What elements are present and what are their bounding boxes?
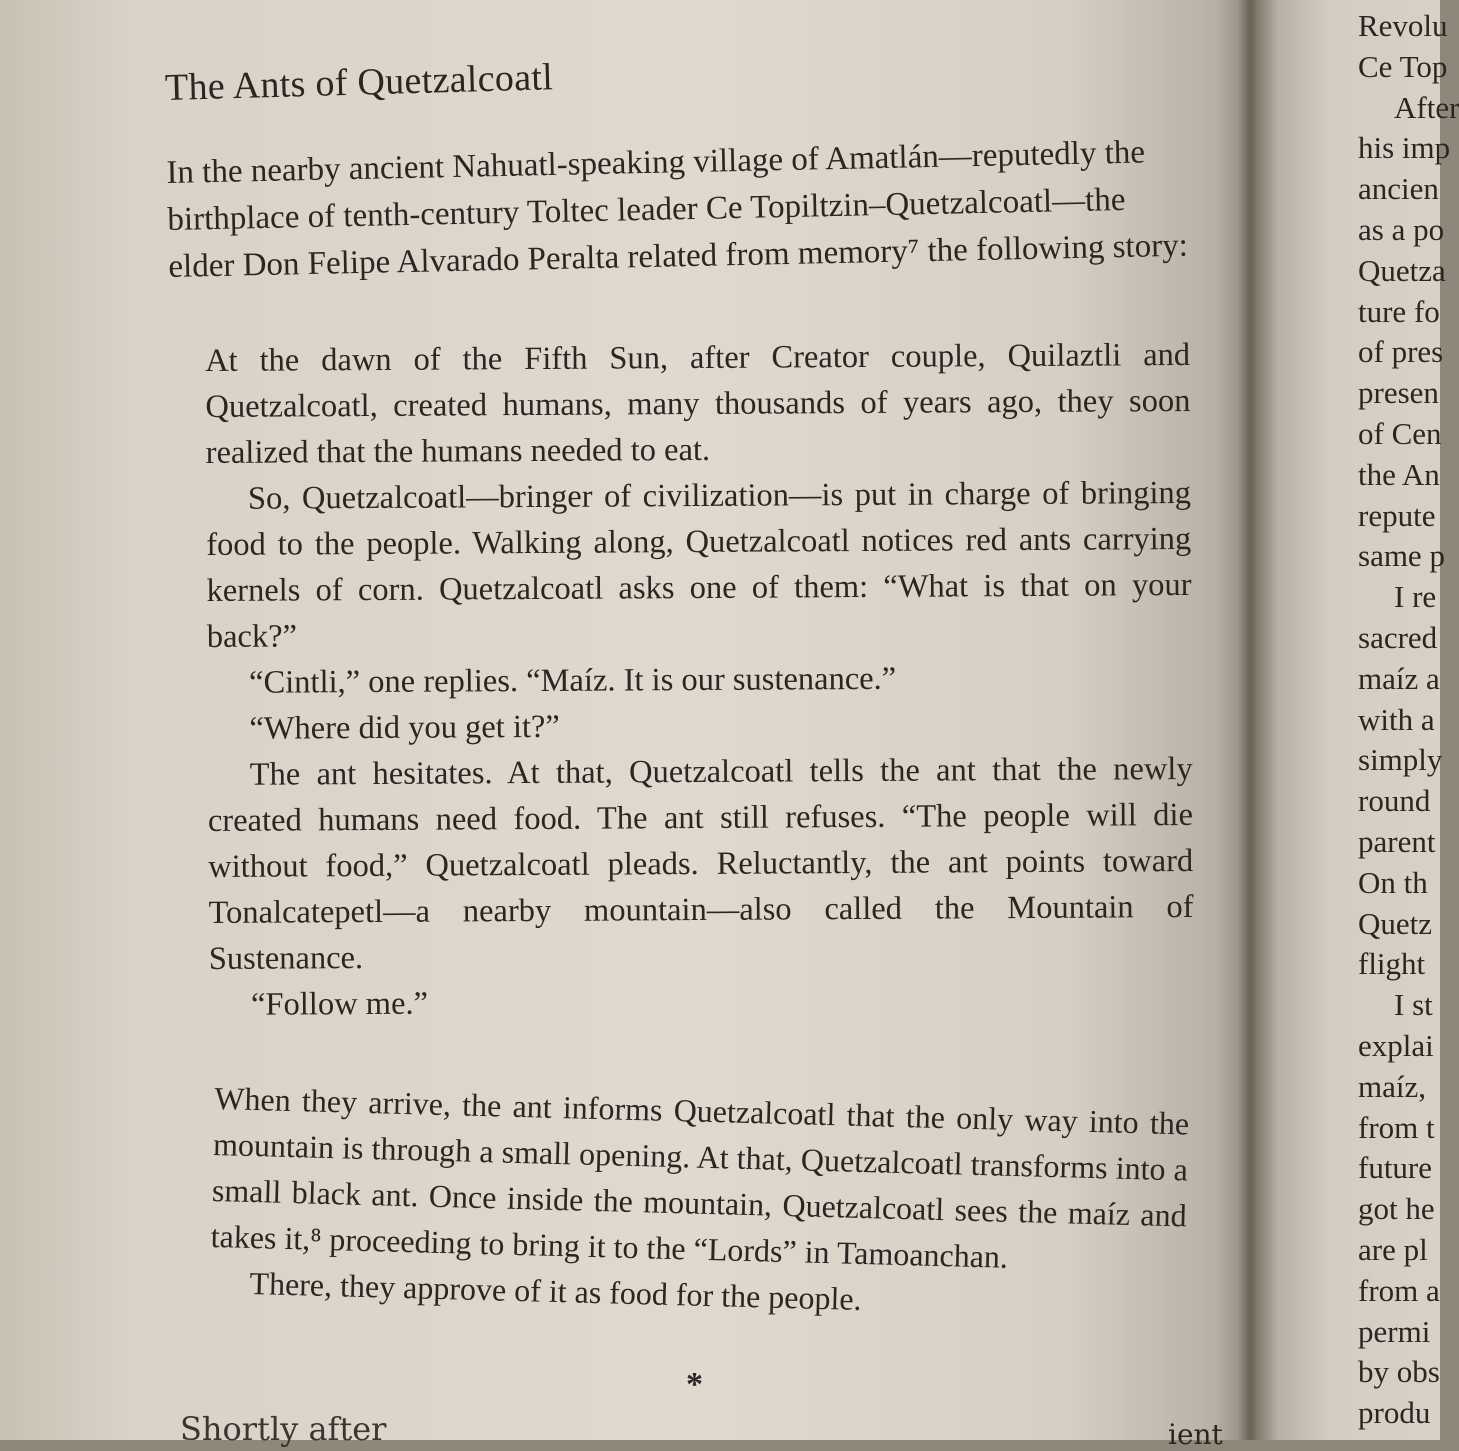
section-separator: * bbox=[686, 1366, 703, 1403]
right-page-line: of Cen bbox=[1358, 415, 1442, 451]
intro-line: elder Don Felipe Alvarado Peralta related from memory⁷ the following story: bbox=[168, 227, 1189, 285]
right-page-line: I st bbox=[1394, 987, 1433, 1023]
right-page-line: future bbox=[1358, 1150, 1433, 1186]
right-page-line: of pres bbox=[1358, 334, 1444, 370]
right-page-line: got he bbox=[1358, 1191, 1435, 1227]
right-page-line: are pl bbox=[1358, 1231, 1428, 1267]
right-page-line: simply bbox=[1358, 742, 1443, 778]
right-page-line: Quetz bbox=[1358, 905, 1433, 941]
right-page-line: as a po bbox=[1358, 211, 1445, 247]
intro-paragraph bbox=[166, 128, 1229, 291]
closing-paragraph: There, they approve of it as food for the people. bbox=[249, 1264, 863, 1317]
right-page-line: maíz a bbox=[1358, 660, 1440, 696]
right-page-line: On th bbox=[1358, 864, 1428, 900]
right-page-line: presen bbox=[1358, 375, 1439, 411]
right-page bbox=[1256, 0, 1459, 1440]
right-page-line: with a bbox=[1358, 701, 1435, 737]
right-page-line: I re bbox=[1394, 579, 1437, 615]
right-page-line: round bbox=[1358, 783, 1431, 819]
right-page-line: flight bbox=[1358, 946, 1426, 982]
right-page-line: After bbox=[1394, 89, 1459, 125]
right-page-line: by obs bbox=[1358, 1354, 1440, 1390]
intro-line: birthplace of tenth-century Toltec leader Ce Topiltzin–Quetzalcoatl—the bbox=[167, 181, 1126, 238]
right-page-line: Ce Top bbox=[1358, 48, 1448, 84]
right-page-line: ture fo bbox=[1358, 293, 1440, 329]
story-block bbox=[205, 332, 1194, 1028]
cut-off-line-tail: ient bbox=[1168, 1418, 1223, 1451]
cut-off-line: Shortly after bbox=[180, 1410, 387, 1448]
right-page-line: permi bbox=[1358, 1313, 1431, 1349]
right-page-line: from a bbox=[1358, 1272, 1440, 1308]
right-page-line: repute bbox=[1358, 497, 1436, 533]
chapter-title: The Ants of Quetzalcoatl bbox=[164, 56, 554, 109]
story-paragraph: “Cintli,” one replies. “Maíz. It is our sustenance.” bbox=[248, 660, 897, 701]
right-page-line: same p bbox=[1358, 538, 1445, 574]
right-page-line: his imp bbox=[1358, 130, 1451, 166]
story-paragraph: “Where did you get it?” bbox=[249, 708, 560, 747]
right-page-line: parent bbox=[1358, 823, 1436, 859]
intro-line: In the nearby ancient Nahuatl-speaking village of Amatlán—reputedly the bbox=[166, 134, 1146, 191]
right-page-line: Quetza bbox=[1358, 252, 1446, 288]
right-page-line: from t bbox=[1358, 1109, 1435, 1145]
closing-block bbox=[209, 1075, 1190, 1330]
right-page-text bbox=[1358, 6, 1459, 1434]
right-page-line: sacred bbox=[1358, 619, 1438, 655]
right-page-line: explai bbox=[1358, 1027, 1434, 1063]
right-page-line: maíz, bbox=[1358, 1068, 1426, 1104]
right-page-line: produ bbox=[1358, 1395, 1431, 1431]
right-page-line: Revolu bbox=[1358, 8, 1448, 43]
right-page-line: ancien bbox=[1358, 171, 1439, 207]
story-paragraph: So, Quetzalcoatl—bringer of civilization—is put in charge of bringing food to the people. Walking along, Quetzalcoatl notices red ants carrying kernels of corn. Quetzalcoatl asks one of them: “What is that on your back?” bbox=[206, 474, 1192, 655]
closing-paragraph: When they arrive, the ant informs Quetzalcoatl that the only way into the mountain is through a small opening. At that, Quetzalcoatl transforms into a small black ant. Once inside the mountain, Quetzalcoatl sees the maíz and takes it,⁸ proceeding to bring it to the “Lords” in Tamoanchan. bbox=[210, 1079, 1190, 1275]
right-page-line: the An bbox=[1358, 456, 1440, 492]
story-paragraph: “Follow me.” bbox=[250, 985, 429, 1023]
story-paragraph: At the dawn of the Fifth Sun, after Creator couple, Quilaztli and Quetzalcoatl, created humans, many thousands of years ago, they soon realized that the humans needed to eat. bbox=[205, 336, 1191, 471]
story-paragraph: The ant hesitates. At that, Quetzalcoatl tells the ant that the newly created humans need food. The ant still refuses. “The people will die without food,” Quetzalcoatl pleads. Reluctantly, the ant points toward Tonalcatepetl—a nearby mountain—also called the Mountain of Sustenance. bbox=[207, 750, 1194, 977]
